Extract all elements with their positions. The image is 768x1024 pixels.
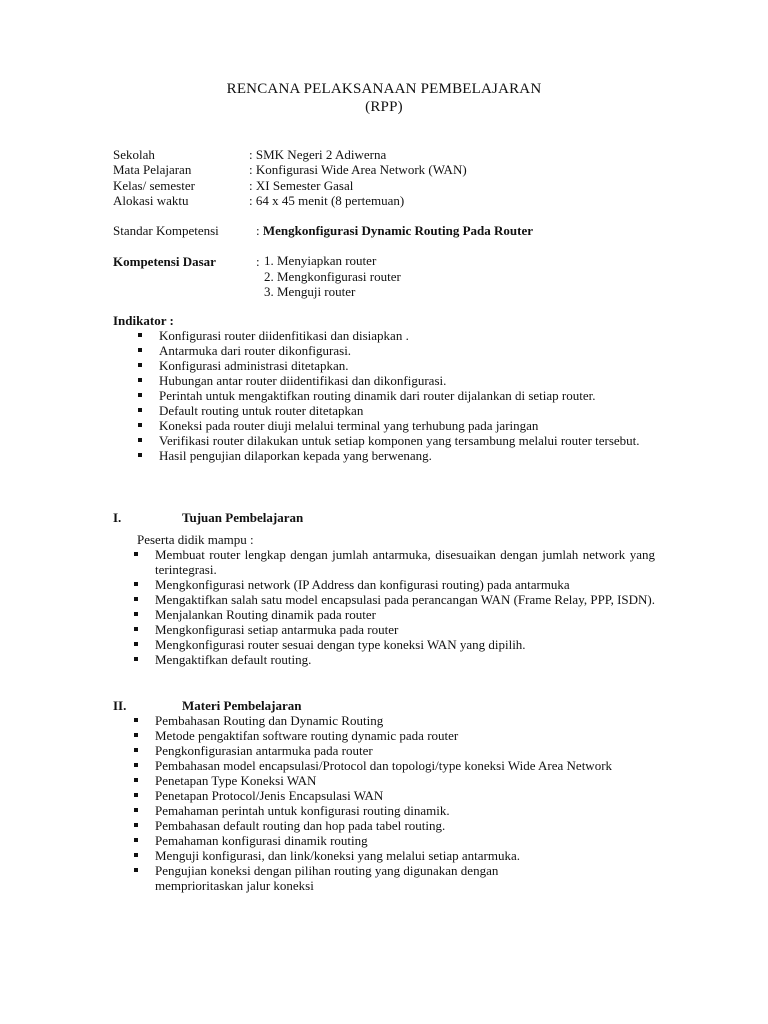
list-item: Membuat router lengkap dengan jumlah antarmuka, disesuaikan dengan jumlah network yang terintegrasi. (155, 547, 655, 577)
kompetensi-item: 3. Menguji router (264, 284, 356, 299)
info-sep: : SMK Negeri 2 Adiwerna (249, 147, 387, 162)
standar-row: : Mengkonfigurasi Dynamic Routing Pada Router (256, 223, 533, 238)
info-value-alokasi: 64 x 45 menit (8 pertemuan) (255, 193, 405, 208)
list-item: Pemahaman konfigurasi dinamik routing (155, 833, 655, 848)
list-item: Menguji konfigurasi, dan link/koneksi yang melalui setiap antarmuka. (155, 848, 655, 863)
list-item: Verifikasi router dilakukan untuk setiap komponen yang tersambung melalui router tersebut. (159, 433, 654, 448)
list-item: Pembahasan default routing dan hop pada tabel routing. (155, 818, 655, 833)
list-item: Penetapan Type Koneksi WAN (155, 773, 655, 788)
list-item: Mengkonfigurasi setiap antarmuka pada router (155, 622, 655, 637)
standar-label: Standar Kompetensi (113, 223, 219, 238)
info-label-alokasi: Alokasi waktu (113, 193, 189, 208)
info-value-mapel: Konfigurasi Wide Area Network (WAN) (255, 162, 467, 177)
list-item: Pengujian koneksi dengan pilihan routing yang digunakan dengan memprioritaskan jalur koneksi (155, 863, 555, 893)
info-label-kelas: Kelas/ semester (113, 178, 195, 193)
list-item: Pemahaman perintah untuk konfigurasi routing dinamik. (155, 803, 655, 818)
list-item: Hasil pengujian dilaporkan kepada yang berwenang. (159, 448, 654, 463)
kompetensi-item: 2. Mengkonfigurasi router (264, 268, 401, 284)
indikator-list (159, 328, 654, 463)
tujuan-heading: Tujuan Pembelajaran (182, 510, 304, 525)
info-sep: : XI Semester Gasal (249, 178, 354, 193)
info-sep: : Konfigurasi Wide Area Network (WAN) (249, 162, 467, 177)
list-item: Antarmuka dari router dikonfigurasi. (159, 343, 654, 358)
list-item: Mengaktifkan default routing. (155, 652, 655, 667)
standar-value: Mengkonfigurasi Dynamic Routing Pada Router (262, 223, 533, 238)
list-item: Konfigurasi router diidenfitikasi dan disiapkan . (159, 328, 654, 343)
materi-number: II. (113, 698, 127, 713)
list-item: Menjalankan Routing dinamik pada router (155, 607, 655, 622)
kompetensi-list (264, 253, 401, 300)
materi-list (155, 713, 655, 893)
info-sep: : 64 x 45 menit (8 pertemuan) (249, 193, 405, 208)
info-value-sekolah: SMK Negeri 2 Adiwerna (255, 147, 387, 162)
list-item: Perintah untuk mengaktifkan routing dinamik dari router dijalankan di setiap router. (159, 388, 654, 403)
list-item: Penetapan Protocol/Jenis Encapsulasi WAN (155, 788, 655, 803)
list-item: Pembahasan model encapsulasi/Protocol dan topologi/type koneksi Wide Area Network (155, 758, 640, 773)
kompetensi-item: 1. Menyiapkan router (264, 253, 377, 268)
list-item: Default routing untuk router ditetapkan (159, 403, 654, 418)
list-item: Mengkonfigurasi network (IP Address dan konfigurasi routing) pada antarmuka (155, 577, 655, 592)
info-label-mapel: Mata Pelajaran (113, 162, 192, 177)
list-item: Mengaktifkan salah satu model encapsulasi pada perancangan WAN (Frame Relay, PPP, ISDN). (155, 592, 656, 607)
list-item: Pembahasan Routing dan Dynamic Routing (155, 713, 655, 728)
indikator-heading: Indikator : (113, 313, 174, 328)
kompetensi-label: Kompetensi Dasar (113, 254, 216, 269)
list-item: Hubungan antar router diidentifikasi dan dikonfigurasi. (159, 373, 654, 388)
tujuan-list (155, 547, 655, 667)
doc-subtitle: (RPP) (365, 99, 403, 115)
list-item: Konfigurasi administrasi ditetapkan. (159, 358, 654, 373)
tujuan-number: I. (113, 510, 122, 525)
list-item: Pengkonfigurasian antarmuka pada router (155, 743, 655, 758)
info-value-kelas: XI Semester Gasal (255, 178, 354, 193)
doc-title: RENCANA PELAKSANAAN PEMBELAJARAN (226, 81, 542, 97)
materi-heading: Materi Pembelajaran (182, 698, 302, 713)
list-item: Metode pengaktifan software routing dynamic pada router (155, 728, 655, 743)
list-item: Koneksi pada router diuji melalui terminal yang terhubung pada jaringan (159, 418, 654, 433)
tujuan-intro: Peserta didik mampu : (137, 532, 254, 547)
list-item: Mengkonfigurasi router sesuai dengan type koneksi WAN yang dipilih. (155, 637, 655, 652)
info-label-sekolah: Sekolah (113, 147, 155, 162)
kompetensi-sep: : (256, 254, 260, 269)
